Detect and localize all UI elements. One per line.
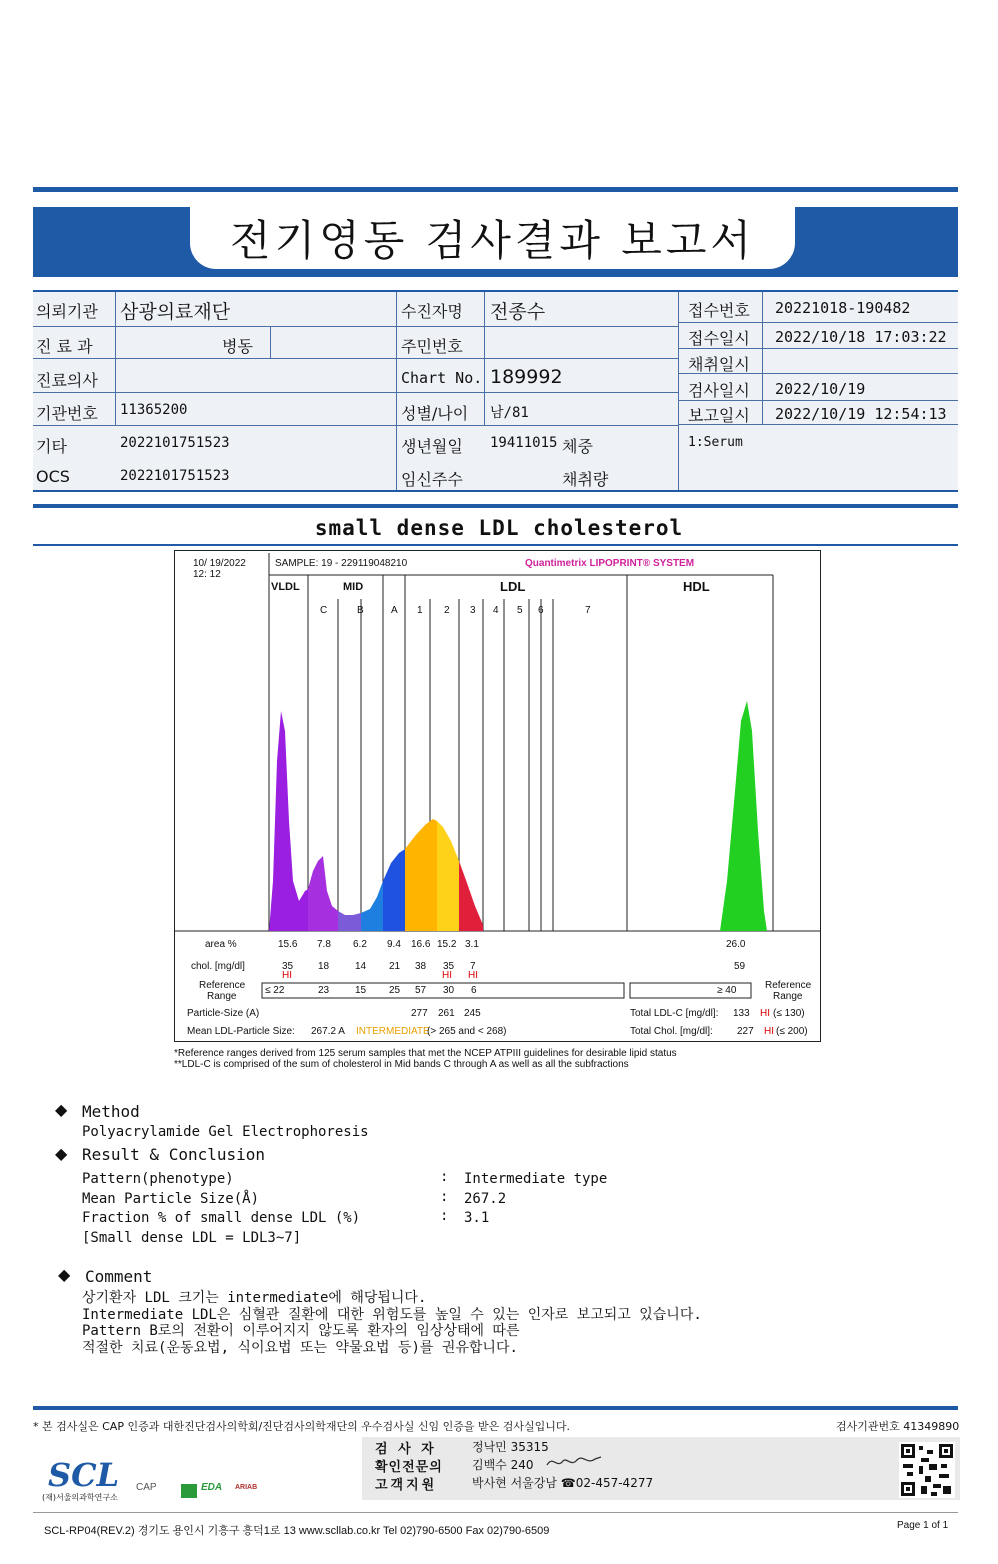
area-value: 16.6 <box>411 939 431 950</box>
receipt-no-value: 20221018-190482 <box>775 299 911 317</box>
examiner-label: 검 사 자 <box>375 1442 437 1457</box>
chol-value: 18 <box>318 961 330 972</box>
doctor-label: 진료의사 <box>36 371 98 390</box>
area-value: 3.1 <box>465 939 479 950</box>
report-time-label: 보고일시 <box>688 406 750 425</box>
bullet-icon: ◆ <box>55 1100 68 1119</box>
page-number: Page 1 of 1 <box>897 1520 949 1531</box>
particle-size-value: 245 <box>464 1008 481 1019</box>
area-value: 7.8 <box>317 939 331 950</box>
info-rule <box>270 326 271 358</box>
header-rule <box>33 187 958 192</box>
chol-label: chol. [mg/dl] <box>191 961 245 972</box>
ref-label-right: Range <box>773 991 803 1002</box>
institution-value: 삼광의료재단 <box>120 301 231 323</box>
patient-label: 수진자명 <box>401 302 463 321</box>
info-rule <box>678 292 679 490</box>
dept-label: 진 료 과 <box>36 337 93 356</box>
ref-label: Reference <box>199 980 246 991</box>
receipt-time-value: 2022/10/18 17:03:22 <box>775 328 947 346</box>
result-extra: [Small dense LDL = LDL3~7] <box>82 1230 302 1246</box>
band-label: B <box>357 605 364 616</box>
result-label: Pattern(phenotype) <box>82 1171 234 1187</box>
area-label: area % <box>205 939 237 950</box>
chart-footnote: **LDL-C is comprised of the sum of cholesterol in Mid bands C through A as well as all the subfractions <box>174 1059 629 1070</box>
comment-line: Intermediate LDL은 심혈관 질환에 대한 위험도를 높일 수 있는 인자로 보고되고 있습니다. <box>82 1307 702 1323</box>
band-label: 3 <box>470 605 476 616</box>
colon: : <box>440 1189 449 1205</box>
ocs-label: OCS <box>36 467 70 486</box>
footer-divider <box>33 1512 958 1513</box>
test-date-label: 검사일시 <box>688 381 750 400</box>
band-label: C <box>320 605 328 616</box>
dob-label: 생년월일 <box>401 437 463 456</box>
ref-value: 23 <box>318 985 330 996</box>
mean-size-value: 267.2 A <box>311 1026 345 1037</box>
total-chol-ref: (≤ 200) <box>776 1026 808 1037</box>
chol-value: 14 <box>355 961 367 972</box>
band-label: 2 <box>444 605 450 616</box>
total-chol-value: 227 <box>737 1026 754 1037</box>
area-value: 9.4 <box>387 939 401 950</box>
area-value: 15.6 <box>278 939 298 950</box>
report-time-value: 2022/10/19 12:54:13 <box>775 405 947 423</box>
area-value: 26.0 <box>726 939 746 950</box>
mean-size-class: INTERMEDIATE <box>356 1026 430 1037</box>
ref-hdl-value: ≥ 40 <box>717 985 737 996</box>
result-label: Fraction % of small dense LDL (%) <box>82 1210 361 1226</box>
volume-label: 채취량 <box>562 470 609 489</box>
scl-logo: SCL <box>48 1456 120 1494</box>
rrn-label: 주민번호 <box>401 337 463 356</box>
mean-size-label: Mean LDL-Particle Size: <box>187 1026 295 1037</box>
lipoprint-chart <box>174 550 821 1042</box>
band-label: 5 <box>517 605 523 616</box>
ref-value: 15 <box>355 985 367 996</box>
kolas-logo-icon <box>181 1484 197 1498</box>
total-chol-flag: HI <box>764 1026 774 1037</box>
chart-no-label: Chart No. <box>401 369 483 387</box>
cap-logo: CAP <box>136 1482 157 1493</box>
dob-value: 19411015 <box>490 435 558 451</box>
total-ldl-flag: HI <box>760 1008 770 1019</box>
chol-value: 35 <box>282 961 294 972</box>
qr-code-icon <box>899 1442 955 1498</box>
confirm-label: 확인전문의 <box>375 1460 443 1475</box>
inst-no-value: 11365200 <box>120 402 188 418</box>
result-label: Mean Particle Size(Å) <box>82 1191 260 1207</box>
result-heading: Result & Conclusion <box>82 1145 266 1164</box>
info-rule <box>396 292 397 490</box>
chol-value: 35 <box>443 961 455 972</box>
total-ldl-value: 133 <box>733 1008 750 1019</box>
sample-id: SAMPLE: 19 - 229119048210 <box>275 558 408 569</box>
bullet-icon: ◆ <box>58 1265 71 1284</box>
lab-number: 검사기관번호 41349890 <box>836 1420 960 1433</box>
info-rule <box>678 322 958 323</box>
footer-address: SCL-RP04(REV.2) 경기도 용인시 기흥구 흥덕1로 13 www.scllab.co.kr Tel 02)790-6500 Fax 02)790-6509 <box>44 1525 550 1537</box>
mean-size-range: (> 265 and < 268) <box>427 1026 507 1037</box>
hi-flag: HI <box>468 970 478 981</box>
etc-value: 2022101751523 <box>120 435 230 451</box>
comment-line: Pattern B로의 전환이 이루어지지 않도록 환자의 임상상태에 따른 <box>82 1323 520 1339</box>
info-rule <box>33 490 958 492</box>
collect-time-label: 채취일시 <box>688 355 750 374</box>
cert-note: * 본 검사실은 CAP 인증과 대한진단검사의학회/진단검사의학재단의 우수검사실 신임 인증을 받은 검사실입니다. <box>33 1420 571 1433</box>
area-value: 15.2 <box>437 939 457 950</box>
info-rule <box>33 290 958 292</box>
chart-date: 10/ 19/2022 <box>193 558 246 569</box>
group-hdl: HDL <box>683 579 710 594</box>
signature-panel <box>362 1437 960 1500</box>
ref-value: ≤ 22 <box>265 985 285 996</box>
support-label: 고객지원 <box>375 1478 438 1493</box>
inst-no-label: 기관번호 <box>36 404 98 423</box>
group-vldl: VLDL <box>271 581 300 593</box>
comment-line: 상기환자 LDL 크기는 intermediate에 해당됩니다. <box>82 1290 427 1306</box>
info-rule <box>33 425 678 426</box>
info-rule <box>762 292 763 424</box>
band-label: 6 <box>538 605 544 616</box>
band-label: 1 <box>417 605 423 616</box>
chart-no-value: 189992 <box>490 366 563 388</box>
method-heading: Method <box>82 1102 140 1121</box>
sexage-value: 남/81 <box>490 405 529 421</box>
specimen-value: 1:Serum <box>688 435 743 450</box>
etc-label: 기타 <box>36 437 67 456</box>
report-title: 전기영동 검사결과 보고서 <box>190 207 795 269</box>
particle-size-label: Particle-Size (A) <box>187 1008 260 1019</box>
chol-value: 38 <box>415 961 427 972</box>
comment-heading: Comment <box>85 1267 153 1286</box>
patient-value: 전종수 <box>490 301 546 323</box>
result-value: Intermediate type <box>464 1171 608 1187</box>
section-title: small dense LDL cholesterol <box>314 516 684 540</box>
signature-image <box>543 1451 605 1473</box>
receipt-no-label: 접수번호 <box>688 301 750 320</box>
result-value: 267.2 <box>464 1191 507 1207</box>
test-date-value: 2022/10/19 <box>775 380 866 398</box>
ocs-value: 2022101751523 <box>120 468 230 484</box>
ref-label: Range <box>207 991 237 1002</box>
receipt-time-label: 접수일시 <box>688 329 750 348</box>
section-rule <box>33 544 958 546</box>
eda-logo: EDA <box>201 1482 223 1493</box>
dept-value: 병동 <box>222 337 253 356</box>
info-rule <box>33 358 678 359</box>
confirm-value: 김백수 240 <box>472 1458 534 1472</box>
ref-value: 57 <box>415 985 427 996</box>
electrophoresis-plot <box>175 551 820 1041</box>
result-value: 3.1 <box>464 1210 490 1226</box>
ref-value: 25 <box>389 985 401 996</box>
chart-footnote: *Reference ranges derived from 125 serum samples that met the NCEP ATPIII guidelines for desirable lipid status <box>174 1048 677 1059</box>
colon: : <box>440 1208 449 1224</box>
institution-label: 의뢰기관 <box>36 302 98 321</box>
info-rule <box>33 326 678 327</box>
hi-flag: HI <box>282 970 292 981</box>
colon: : <box>440 1169 449 1185</box>
band-label: 7 <box>585 605 591 616</box>
ref-value: 30 <box>443 985 455 996</box>
info-rule <box>115 292 116 425</box>
footer-rule <box>33 1406 958 1410</box>
group-ldl: LDL <box>500 579 526 594</box>
total-chol-label: Total Chol. [mg/dl]: <box>630 1026 713 1037</box>
total-ldl-label: Total LDL-C [mg/dl]: <box>630 1008 719 1019</box>
ariab-logo: ARIAB <box>235 1484 258 1491</box>
section-rule <box>33 504 958 508</box>
chol-value: 21 <box>389 961 401 972</box>
hi-flag: HI <box>442 970 452 981</box>
info-rule <box>33 392 678 393</box>
ref-label-right: Reference <box>765 980 812 991</box>
chart-time: 12: 12 <box>193 569 221 580</box>
group-mid: MID <box>343 581 364 593</box>
support-value: 박사현 서울강남 ☎02-457-4277 <box>472 1476 654 1490</box>
method-text: Polyacrylamide Gel Electrophoresis <box>82 1124 369 1140</box>
sexage-label: 성별/나이 <box>401 404 469 423</box>
scl-logo-sub: (재)서울의과학연구소 <box>42 1493 118 1502</box>
comment-line: 적절한 치료(운동요법, 식이요법 또는 약물요법 등)를 권유합니다. <box>82 1340 518 1356</box>
ref-value: 6 <box>471 985 477 996</box>
chol-value: 59 <box>734 961 746 972</box>
band-label: 4 <box>493 605 499 616</box>
chol-value: 7 <box>470 961 476 972</box>
brand-label: Quantimetrix LIPOPRINT® SYSTEM <box>525 558 695 569</box>
particle-size-value: 261 <box>438 1008 455 1019</box>
info-rule <box>484 292 485 425</box>
bullet-icon: ◆ <box>55 1144 68 1163</box>
weight-label: 체중 <box>562 437 593 456</box>
total-ldl-ref: (≤ 130) <box>773 1008 805 1019</box>
particle-size-value: 277 <box>411 1008 428 1019</box>
band-label: A <box>391 605 398 616</box>
preg-label: 임신주수 <box>401 470 463 489</box>
area-value: 6.2 <box>353 939 367 950</box>
examiner-value: 정낙민 35315 <box>472 1440 549 1454</box>
